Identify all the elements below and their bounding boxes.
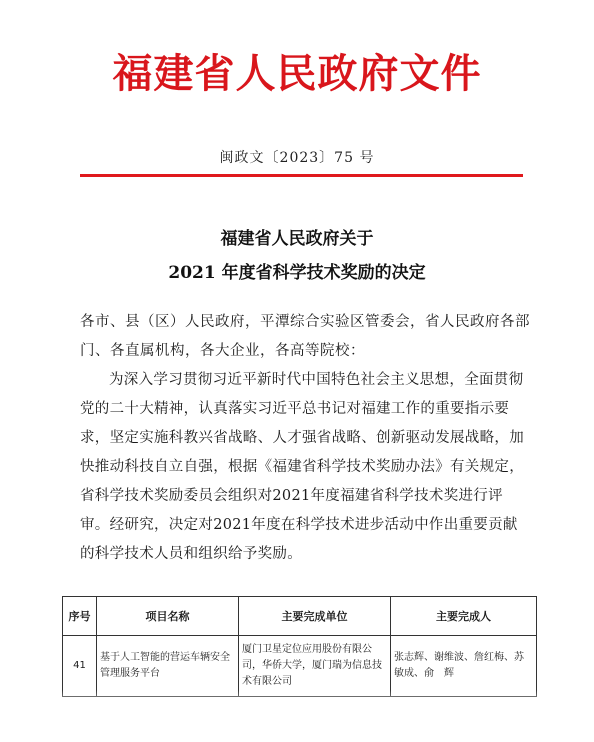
- table-header-row: [63, 597, 537, 636]
- table-row: [63, 636, 537, 697]
- addressee-paragraph: 各市、县（区）人民政府，平潭综合实验区管委会，省人民政府各部门、各直属机构，各大企业，各高等院校：: [80, 314, 530, 359]
- document-number: 闽政文〔2023〕75 号: [219, 150, 375, 166]
- decision-title: [0, 222, 594, 290]
- award-table: [62, 596, 536, 697]
- row-number: 41: [63, 636, 97, 697]
- column-header-project-name: 项目名称: [97, 597, 239, 636]
- decision-title-line-2: 2021 年度省科学技术奖励的决定: [168, 263, 426, 283]
- document-header-title: 福建省人民政府文件: [112, 50, 482, 97]
- people-cell: 张志辉、谢维波、詹红梅、苏敏成、俞 辉: [391, 636, 537, 697]
- column-header-number: 序号: [63, 597, 97, 636]
- units-cell: 厦门卫星定位应用股份有限公司，华侨大学，厦门瑞为信息技术有限公司: [239, 636, 391, 697]
- decision-title-line-1: 福建省人民政府关于: [220, 229, 374, 249]
- red-divider-line: [80, 174, 523, 177]
- column-header-units: 主要完成单位: [239, 597, 391, 636]
- project-name-cell: 基于人工智能的营运车辆安全管理服务平台: [97, 636, 239, 697]
- column-header-people: 主要完成人: [391, 597, 537, 636]
- body-paragraph: 为深入学习贯彻习近平新时代中国特色社会主义思想，全面贯彻党的二十大精神，认真落实习近平总书记对福建工作的重要指示要求，坚定实施科教兴省战略、人才强省战略、创新驱动发展战略，加快推动科技自立自强，根据《福建省科学技术奖励办法》有关规定，省科学技术奖励委员会组织对2021年度福建省科学技术奖进行评审。经研究，决定对2021年度在科学技术进步活动中作出重要贡献的科学技术人员和组织给予奖励。: [80, 372, 524, 562]
- bottom-fade-overlay: [0, 690, 594, 742]
